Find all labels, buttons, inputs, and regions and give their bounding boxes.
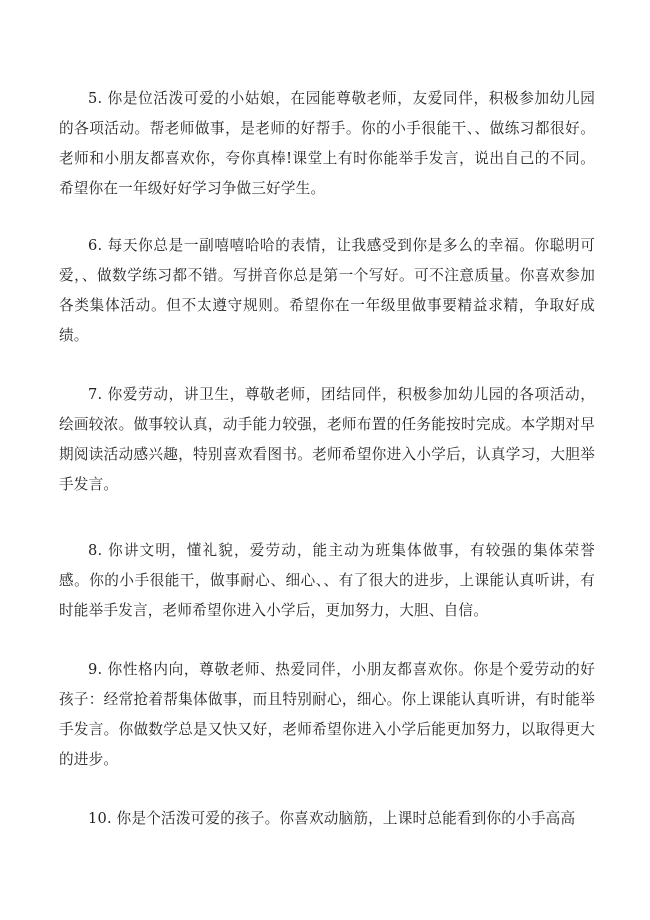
paragraph-9: 9. 你性格内向，尊敬老师、热爱同伴，小朋友都喜欢你。你是个爱劳动的好孩子：经常抢着帮集体做事，而且特别耐心，细心。你上课能认真听讲，有时能举手发言。你做数学总是又快又好，老师希望你进入小学后能更加努力，以取得更大的进步。 [59,661,595,768]
paragraph-10: 10. 你是个活泼可爱的孩子。你喜欢动脑筋，上课时总能看到你的小手高高 [88,810,576,827]
paragraph-8: 8. 你讲文明，懂礼貌，爱劳动，能主动为班集体做事，有较强的集体荣誉感。你的小手很能干，做事耐心、细心、、有了很大的进步，上课能认真听讲，有时能举手发言，老师希望你进入小学后，更加努力，大胆、自信。 [59,542,595,619]
paragraph-6: 6. 每天你总是一副嘻嘻哈哈的表情，让我感受到你是多么的幸福。你聪明可爱，、做数学练习都不错。写拼音你总是第一个写好。可不注意质量。你喜欢参加各类集体活动。但不太遵守规则。希望你在一年级里做事要精益求精，争取好成绩。 [59,237,595,344]
paragraph-5: 5. 你是位活泼可爱的小姑娘，在园能尊敬老师，友爱同伴，积极参加幼儿园的各项活动。帮老师做事，是老师的好帮手。你的小手很能干、、做练习都很好。老师和小朋友都喜欢你，夸你真棒!课堂上有时你能举手发言，说出自己的不同。希望你在一年级好好学习争做三好学生。 [59,90,595,197]
paragraph-7: 7. 你爱劳动，讲卫生，尊敬老师，团结同伴，积极参加幼儿园的各项活动，绘画较浓。做事较认真，动手能力较强，老师布置的任务能按时完成。本学期对早期阅读活动感兴趣，特别喜欢看图书。老师希望你进入小学后，认真学习，大胆举手发言。 [59,386,595,493]
